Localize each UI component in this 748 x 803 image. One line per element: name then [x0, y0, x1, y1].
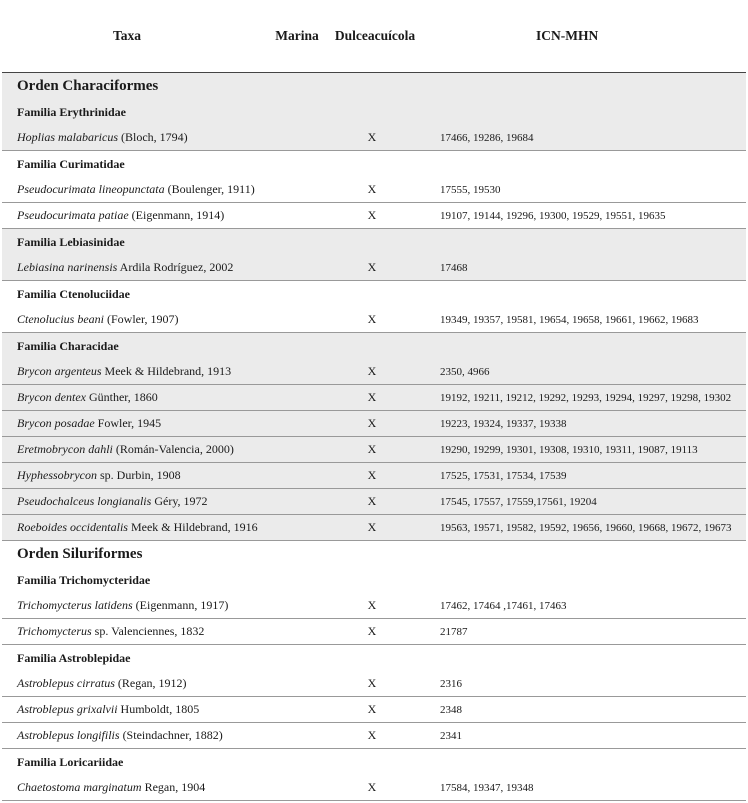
species-name: [2, 520, 332, 535]
table-row: [2, 619, 746, 645]
species-name: [2, 208, 332, 223]
dulceacuicola-mark: X: [367, 416, 377, 430]
order-label: Orden Siluriformes: [17, 545, 143, 562]
species-author: Humboldt, 1805: [117, 702, 200, 716]
table-row: [2, 723, 746, 749]
species-author: (Boulenger, 1911): [164, 182, 255, 196]
species-binomial: Chaetostoma marginatum: [17, 780, 142, 794]
species-binomial: Eretmobrycon dahli: [17, 442, 113, 456]
species-author: Regan, 1904: [141, 780, 206, 794]
dulceacuicola-mark: X: [367, 676, 377, 690]
species-binomial: Pseudocurimata patiae: [17, 208, 129, 222]
species-author: (Fowler, 1907): [104, 312, 179, 326]
icn-mhn-catalog: 2348: [440, 703, 462, 716]
species-binomial: Trichomycterus: [17, 624, 92, 638]
species-name: [2, 442, 332, 457]
dulceacuicola-mark: X: [367, 728, 377, 742]
icn-mhn-catalog: 17468: [440, 261, 468, 274]
family-label: Familia Curimatidae: [17, 156, 125, 171]
table-row: [2, 775, 746, 801]
family-heading-row: [2, 151, 746, 177]
table-header: [2, 0, 746, 72]
dulceacuicola-mark: X: [367, 208, 377, 222]
species-name: [2, 494, 332, 509]
table-row: [2, 489, 746, 515]
dulceacuicola-mark: X: [367, 260, 377, 274]
family-heading-row: [2, 333, 746, 359]
family-label: Familia Ctenoluciidae: [17, 286, 130, 301]
icn-mhn-catalog: 2341: [440, 729, 462, 742]
table-row: [2, 385, 746, 411]
icn-mhn-catalog: 2316: [440, 677, 462, 690]
species-name: [2, 624, 332, 639]
species-author: (Eigenmann, 1917): [132, 598, 229, 612]
icn-mhn-catalog: 19290, 19299, 19301, 19308, 19310, 19311, 19087, 19113: [440, 443, 698, 456]
header-taxa: Taxa: [112, 28, 141, 43]
dulceacuicola-mark: X: [367, 520, 377, 534]
icn-mhn-catalog: 19223, 19324, 19337, 19338: [440, 417, 567, 430]
family-heading-row: [2, 645, 746, 671]
family-label: Familia Trichomycteridae: [17, 572, 151, 587]
header-marina: Marina: [275, 28, 319, 43]
family-label: Familia Erythrinidae: [17, 104, 126, 119]
species-name: [2, 260, 332, 275]
icn-mhn-catalog: 19107, 19144, 19296, 19300, 19529, 19551, 19635: [440, 209, 666, 222]
dulceacuicola-mark: X: [367, 780, 377, 794]
icn-mhn-catalog: 17525, 17531, 17534, 17539: [440, 469, 567, 482]
species-binomial: Pseudocurimata lineopunctata: [17, 182, 165, 196]
species-binomial: Hoplias malabaricus: [17, 130, 119, 144]
dulceacuicola-mark: X: [367, 364, 377, 378]
species-author: Meek & Hildebrand, 1916: [127, 520, 258, 534]
family-heading-row: [2, 229, 746, 255]
table-row: [2, 515, 746, 541]
table-row: [2, 463, 746, 489]
species-author: (Román-Valencia, 2000): [112, 442, 234, 456]
dulceacuicola-mark: X: [367, 598, 377, 612]
table-row: [2, 255, 746, 281]
order-heading-row: [2, 541, 746, 567]
family-heading-row: [2, 567, 746, 593]
species-binomial: Astroblepus cirratus: [17, 676, 115, 690]
icn-mhn-catalog: 17466, 19286, 19684: [440, 131, 534, 144]
species-table: [2, 0, 746, 801]
table-row: [2, 437, 746, 463]
species-name: [2, 390, 332, 405]
family-label: Familia Lebiasinidae: [17, 234, 125, 249]
species-binomial: Astroblepus grixalvii: [17, 702, 118, 716]
species-author: Günther, 1860: [85, 390, 158, 404]
family-label: Familia Characidae: [17, 338, 119, 353]
icn-mhn-catalog: 2350, 4966: [440, 365, 490, 378]
species-name: [2, 702, 332, 717]
species-name: [2, 468, 332, 483]
species-name: [2, 780, 332, 795]
icn-mhn-catalog: 19192, 19211, 19212, 19292, 19293, 19294, 19297, 19298, 19302: [440, 391, 732, 404]
dulceacuicola-mark: X: [367, 182, 377, 196]
table-row: [2, 125, 746, 151]
family-heading-row: [2, 749, 746, 775]
species-name: [2, 676, 332, 691]
species-author: sp. Durbin, 1908: [96, 468, 181, 482]
dulceacuicola-mark: X: [367, 130, 377, 144]
species-author: Meek & Hildebrand, 1913: [101, 364, 232, 378]
table-row: [2, 593, 746, 619]
table-row: [2, 697, 746, 723]
dulceacuicola-mark: X: [367, 312, 377, 326]
species-author: (Regan, 1912): [114, 676, 187, 690]
species-binomial: Brycon posadae: [17, 416, 95, 430]
species-author: Géry, 1972: [151, 494, 208, 508]
family-heading-row: [2, 99, 746, 125]
species-author: (Eigenmann, 1914): [128, 208, 225, 222]
species-name: [2, 728, 332, 743]
dulceacuicola-mark: X: [367, 442, 377, 456]
header-dulceacuicola: Dulceacuícola: [334, 28, 416, 43]
species-binomial: Brycon argenteus: [17, 364, 102, 378]
species-name: [2, 130, 332, 145]
species-binomial: Ctenolucius beani: [17, 312, 104, 326]
species-name: [2, 182, 332, 197]
species-binomial: Trichomycterus latidens: [17, 598, 133, 612]
species-binomial: Astroblepus longifilis: [17, 728, 120, 742]
table-row: [2, 359, 746, 385]
order-label: Orden Characiformes: [17, 77, 159, 94]
dulceacuicola-mark: X: [367, 624, 377, 638]
icn-mhn-catalog: 17462, 17464 ,17461, 17463: [440, 599, 567, 612]
species-name: [2, 364, 332, 379]
icn-mhn-catalog: 21787: [440, 625, 468, 638]
species-binomial: Pseudochalceus longianalis: [17, 494, 152, 508]
icn-mhn-catalog: 19563, 19571, 19582, 19592, 19656, 19660, 19668, 19672, 19673: [440, 521, 732, 534]
species-author: sp. Valenciennes, 1832: [91, 624, 205, 638]
species-author: (Steindachner, 1882): [119, 728, 223, 742]
icn-mhn-catalog: 19349, 19357, 19581, 19654, 19658, 19661, 19662, 19683: [440, 313, 699, 326]
header-icn-mhn: ICN-MHN: [536, 28, 599, 43]
species-name: [2, 598, 332, 613]
species-name: [2, 416, 332, 431]
table-row: [2, 177, 746, 203]
table-row: [2, 307, 746, 333]
species-author: Fowler, 1945: [94, 416, 162, 430]
table-row: [2, 671, 746, 697]
order-heading-row: [2, 73, 746, 99]
family-label: Familia Loricariidae: [17, 754, 124, 769]
species-binomial: Lebiasina narinensis: [17, 260, 118, 274]
dulceacuicola-mark: X: [367, 494, 377, 508]
dulceacuicola-mark: X: [367, 702, 377, 716]
dulceacuicola-mark: X: [367, 390, 377, 404]
dulceacuicola-mark: X: [367, 468, 377, 482]
species-binomial: Brycon dentex: [17, 390, 86, 404]
icn-mhn-catalog: 17545, 17557, 17559,17561, 19204: [440, 495, 597, 508]
icn-mhn-catalog: 17584, 19347, 19348: [440, 781, 534, 794]
family-heading-row: [2, 281, 746, 307]
table-row: [2, 411, 746, 437]
species-author: Ardila Rodríguez, 2002: [117, 260, 234, 274]
icn-mhn-catalog: 17555, 19530: [440, 183, 501, 196]
table-body: [2, 73, 746, 801]
species-author: (Bloch, 1794): [118, 130, 188, 144]
species-binomial: Hyphessobrycon: [17, 468, 97, 482]
species-name: [2, 312, 332, 327]
family-label: Familia Astroblepidae: [17, 650, 131, 665]
table-row: [2, 203, 746, 229]
species-binomial: Roeboides occidentalis: [17, 520, 128, 534]
